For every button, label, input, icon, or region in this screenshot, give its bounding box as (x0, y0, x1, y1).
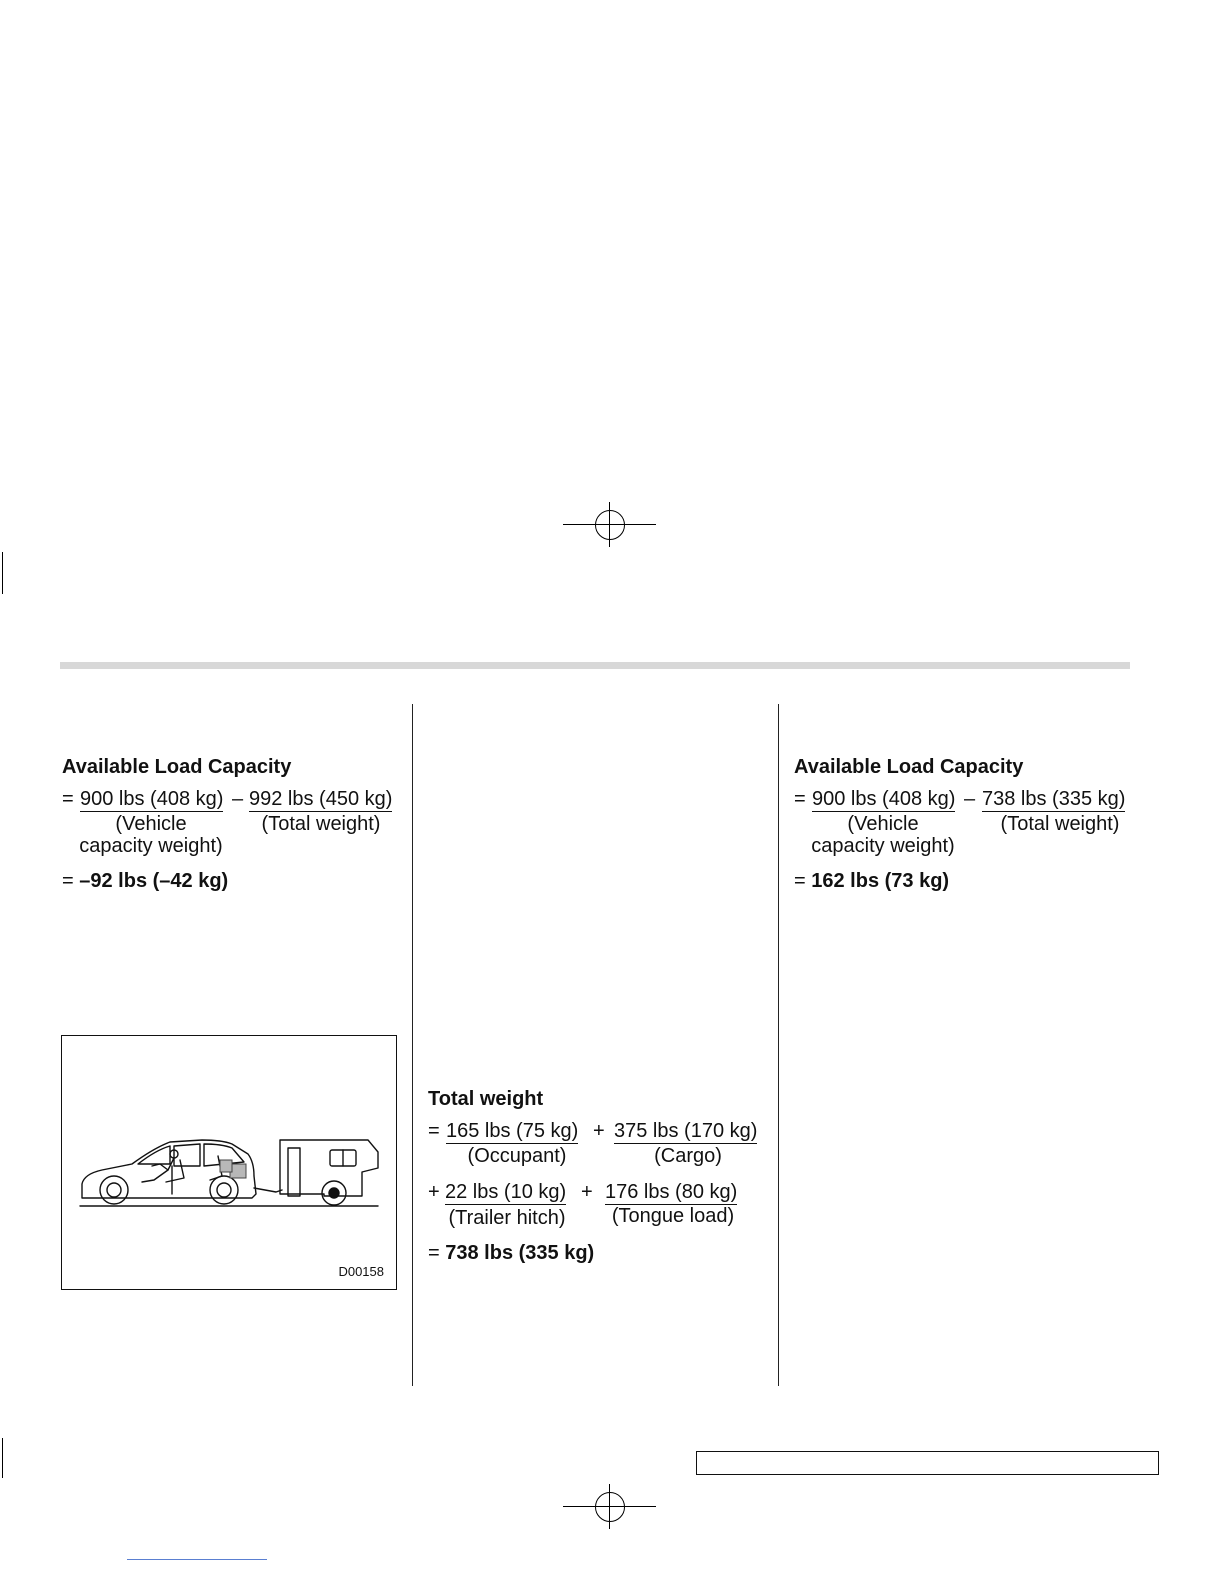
left-calc-term1-caption-line2: capacity weight) (79, 834, 223, 857)
middle-calc-term2-caption: (Cargo) (654, 1145, 722, 1167)
left-calc-term1: 900 lbs (408 kg) (80, 788, 224, 810)
right-calc-term1-caption (806, 814, 960, 857)
right-calc-term1-caption-line1: (Vehicle (847, 813, 919, 835)
left-calc-term1-caption-line1: (Vehicle (115, 813, 187, 835)
crop-mark-left-bottom (2, 1438, 3, 1478)
middle-calc-eq-sign: = (428, 1120, 440, 1142)
left-calc-term2-caption: (Total weight) (261, 813, 381, 835)
left-calc-term2: 992 lbs (450 kg) (249, 788, 393, 810)
car-trailer-figure (61, 1035, 397, 1290)
crop-mark-left-top (2, 552, 3, 594)
middle-calc-term3-caption: (Trailer hitch) (448, 1207, 566, 1229)
left-calc-heading: Available Load Capacity (62, 756, 292, 778)
footer-link-line (127, 1559, 267, 1560)
middle-calc-term2: 375 lbs (170 kg) (614, 1120, 758, 1142)
middle-calc-term1-caption: (Occupant) (467, 1145, 567, 1167)
middle-calc-term1: 165 lbs (75 kg) (446, 1120, 579, 1142)
middle-calc-term4: 176 lbs (80 kg) (605, 1181, 738, 1203)
right-calc-term2-caption: (Total weight) (1000, 813, 1120, 835)
right-calc-operator: – (964, 788, 976, 810)
left-calc-operator: – (232, 788, 244, 810)
left-calc-term1-caption (74, 814, 228, 857)
middle-calc-heading: Total weight (428, 1088, 544, 1110)
right-calc-term2: 738 lbs (335 kg) (982, 788, 1126, 810)
right-calc-term1: 900 lbs (408 kg) (812, 788, 956, 810)
right-calc-eq-sign: = (794, 788, 806, 810)
right-calc-result-value: 162 lbs (73 kg) (811, 870, 950, 892)
right-calc-result (794, 870, 949, 893)
left-calc-eq-sign: = (62, 788, 74, 810)
right-calc-term1-caption-line2: capacity weight) (811, 834, 955, 857)
footer-box (696, 1451, 1159, 1475)
middle-calc-op3: + (581, 1181, 593, 1203)
header-bar (60, 662, 1130, 669)
left-calc-result-eq: = (62, 870, 74, 892)
right-calc-heading: Available Load Capacity (794, 756, 1024, 778)
middle-calc-term4-caption: (Tongue load) (611, 1205, 735, 1227)
right-calc-result-eq: = (794, 870, 806, 892)
column-divider-1 (412, 704, 413, 1386)
middle-calc-result (428, 1242, 594, 1265)
middle-calc-op1: + (593, 1120, 605, 1142)
left-calc-result (62, 870, 228, 893)
column-divider-2 (778, 704, 779, 1386)
middle-calc-result-value: 738 lbs (335 kg) (445, 1242, 595, 1264)
figure-label: D00158 (338, 1264, 384, 1279)
car-with-trailer-illustration (62, 1036, 396, 1289)
middle-calc-op2: + (428, 1181, 440, 1203)
left-calc-result-value: –92 lbs (–42 kg) (79, 870, 229, 892)
middle-calc-term3: 22 lbs (10 kg) (445, 1181, 567, 1203)
middle-calc-result-eq: = (428, 1242, 440, 1264)
